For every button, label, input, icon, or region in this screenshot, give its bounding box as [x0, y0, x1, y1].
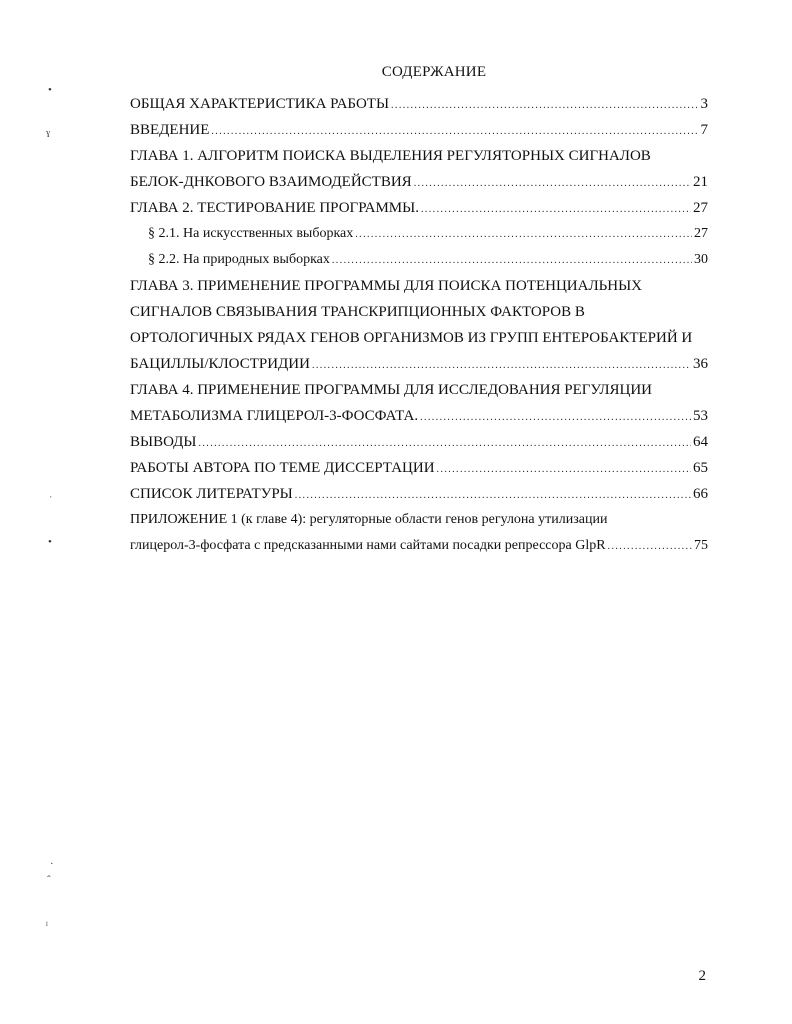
toc-leader	[437, 464, 691, 475]
toc-leader	[355, 229, 692, 240]
toc-entry-text: ГЛАВА 4. ПРИМЕНЕНИЕ ПРОГРАММЫ ДЛЯ ИССЛЕДОВАНИЯ РЕГУЛЯЦИИ	[130, 382, 653, 398]
toc-entry-text: ОРТОЛОГИЧНЫХ РЯДАХ ГЕНОВ ОРГАНИЗМОВ ИЗ ГРУПП ЕНТЕРОБАКТЕРИЙ И	[130, 330, 693, 346]
toc-leader	[199, 438, 692, 449]
toc-entry	[130, 408, 708, 434]
toc-entry	[130, 434, 708, 460]
toc-entry	[130, 538, 708, 564]
toc-entry-text: СИГНАЛОВ СВЯЗЫВАНИЯ ТРАНСКРИПЦИОННЫХ ФАКТОРОВ В	[130, 304, 585, 320]
toc-leader	[414, 178, 691, 189]
toc-entry-page: 64	[693, 434, 708, 450]
toc-entry-page: 30	[694, 252, 708, 267]
toc-entry-text: ВЫВОДЫ	[130, 434, 197, 450]
toc-entry-page: 36	[693, 356, 708, 372]
toc-entry	[130, 174, 708, 200]
scan-speck: ˌ	[49, 486, 53, 498]
toc-entry-text: глицерол-3-фосфата с предсказанными нами сайтами посадки репрессора GlpR	[130, 538, 606, 553]
toc-entry	[130, 356, 708, 382]
toc-leader	[421, 204, 691, 215]
toc-entry-text: ВВЕДЕНИЕ	[130, 122, 210, 138]
toc-entry-text: РАБОТЫ АВТОРА ПО ТЕМЕ ДИССЕРТАЦИИ	[130, 460, 435, 476]
toc-entry-page: 21	[693, 174, 708, 190]
scan-speck: ˡ	[46, 920, 48, 932]
toc-leader	[312, 360, 691, 371]
toc-entry	[130, 148, 708, 174]
toc-entry-text: ГЛАВА 1. АЛГОРИТМ ПОИСКА ВЫДЕЛЕНИЯ РЕГУЛЯТОРНЫХ СИГНАЛОВ	[130, 148, 651, 164]
toc-entry-text: МЕТАБОЛИЗМА ГЛИЦЕРОЛ-3-ФОСФАТА.	[130, 408, 419, 424]
toc-entry-page: 3	[700, 96, 708, 112]
scan-speck: •	[48, 84, 52, 96]
toc-entry-text: ГЛАВА 2. ТЕСТИРОВАНИЕ ПРОГРАММЫ.	[130, 200, 419, 216]
toc-leader	[420, 412, 691, 423]
toc-entry-page: 27	[693, 200, 708, 216]
toc-entry-text: § 2.1. На искусственных выборках	[148, 226, 354, 241]
toc-entry-page: 75	[694, 538, 708, 553]
toc-entry	[130, 122, 708, 148]
page-number: 2	[698, 968, 706, 984]
toc-entry-page: 7	[700, 122, 708, 138]
toc-entry-text: § 2.2. На природных выборках	[148, 252, 330, 267]
toc-entry	[130, 304, 708, 330]
page-title: СОДЕРЖАНИЕ	[381, 64, 487, 80]
toc-entry-page: 53	[693, 408, 708, 424]
toc-entry-text: ГЛАВА 3. ПРИМЕНЕНИЕ ПРОГРАММЫ ДЛЯ ПОИСКА ПОТЕНЦИАЛЬНЫХ	[130, 278, 642, 294]
toc-entry-text: БЕЛОК-ДНКОВОГО ВЗАИМОДЕЙСТВИЯ	[130, 174, 412, 190]
toc-entry	[130, 486, 708, 512]
toc-entry-page: 65	[693, 460, 708, 476]
toc-leader	[391, 100, 698, 111]
table-of-contents	[130, 96, 708, 564]
toc-entry	[130, 512, 708, 538]
toc-entry	[130, 460, 708, 486]
toc-entry-text: ОБЩАЯ ХАРАКТЕРИСТИКА РАБОТЫ	[130, 96, 390, 112]
scan-speck: ˠ	[46, 128, 51, 143]
toc-entry-page: 66	[693, 486, 708, 502]
toc-leader	[332, 255, 692, 266]
scan-speck: •	[48, 536, 52, 548]
toc-leader	[608, 541, 692, 552]
toc-entry-text: БАЦИЛЛЫ/КЛОСТРИДИИ	[130, 356, 310, 372]
toc-entry-text: ПРИЛОЖЕНИЕ 1 (к главе 4): регуляторные области генов регулона утилизации	[130, 512, 608, 527]
toc-entry	[130, 200, 708, 226]
toc-leader	[211, 126, 698, 137]
toc-entry-page: 27	[694, 226, 708, 241]
toc-entry	[130, 330, 708, 356]
toc-entry	[130, 278, 708, 304]
scan-speck: ·	[50, 858, 54, 870]
toc-subentry	[130, 226, 708, 252]
toc-subentry	[130, 252, 708, 278]
toc-entry-text: СПИСОК ЛИТЕРАТУРЫ	[130, 486, 293, 502]
toc-entry	[130, 382, 708, 408]
toc-leader	[295, 490, 691, 501]
scan-speck: ˆ	[47, 874, 51, 886]
toc-entry	[130, 96, 708, 122]
